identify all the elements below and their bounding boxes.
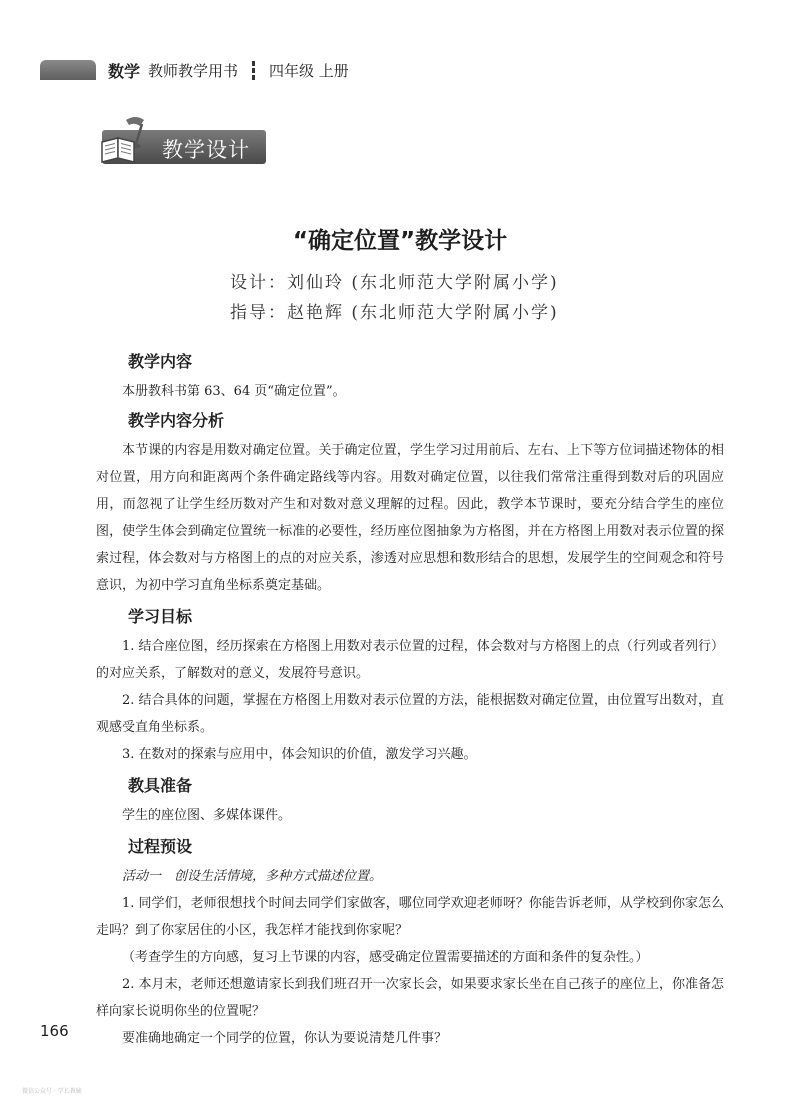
objective-item: 3. 在数对的探索与应用中，体会知识的价值，激发学习兴趣。 [122,747,477,762]
objective-item: 2. 结合具体的问题，掌握在方格图上用数对表示位置的方法，能根据数对确定位置，由位置写出数对，直观感受直角坐标系。 [96,693,724,735]
heading-process: 过程预设 [128,837,193,856]
activity-title: 活动一 创设生活情境，多种方式描述位置。 [122,869,383,884]
header-subject: 数学 [108,61,141,81]
materials-text: 学生的座位图、多媒体课件。 [122,808,292,823]
process-item: 2. 本月末，老师还想邀请家长到我们班召开一次家长会，如果要求家长坐在自己孩子的座位上，你准备怎样向家长说明你坐的位置呢？ [96,977,724,1019]
heading-content-analysis: 教学内容分析 [128,411,225,430]
process-item: 1. 同学们，老师很想找个时间去同学们家做客，哪位同学欢迎老师呀？你能告诉老师，从学校到你家怎么走吗？到了你家居住的小区，我怎样才能找到你家呢？ [96,896,724,938]
watermark: 微信公众号 · 学长教辅 [22,1088,82,1095]
heading-materials: 教具准备 [128,776,193,795]
header-book-title: 教师教学用书 [148,61,239,80]
banner-label: 教学设计 [162,138,250,162]
header-tab-decoration [40,60,96,80]
content-analysis-text: 本节课的内容是用数对确定位置。关于确定位置，学生学习过用前后、左右、上下等方位词描述物体的相对位置，用方向和距离两个条件确定路线等内容。用数对确定位置，以往我们常常注重得到数对后的巩固应用，而忽视了让学生经历数对产生和对数对意义理解的过程。因此，教学本节课时，要充分结合学生的座位图，使学生体会到确定位置统一标准的必要性，经历座位图抽象为方格图，并在方格图上用数对表示位置的探索过程，体会数对与方格图上的点的对应关系，渗透对应思想和数形结合的思想，发展学生的空间观念和符号意识，为初中学习直角坐标系奠定基础。 [96,443,724,593]
running-header [108,58,349,82]
section-banner [96,114,266,164]
lamp-book-icon [96,114,166,166]
objective-item: 1. 结合座位图，经历探索在方格图上用数对表示位置的过程，体会数对与方格图上的点（行列或者列行）的对应关系，了解数对的意义，发展符号意识。 [96,639,724,681]
advisor-line: 指导：赵艳辉 (东北师范大学附属小学) [230,303,559,323]
header-grade: 四年级 上册 [269,61,349,80]
teaching-content-text: 本册教科书第 63、64 页“确定位置”。 [122,384,346,399]
document-title: “确定位置”教学设计 [292,228,508,254]
designer-line: 设计：刘仙玲 (东北师范大学附属小学) [230,273,559,293]
page-number: 166 [40,1022,69,1040]
header-separator [252,61,255,80]
document-body [96,350,724,1052]
process-item: 要准确地确定一个同学的位置，你认为要说清楚几件事？ [122,1031,448,1046]
heading-learning-objectives: 学习目标 [128,607,193,626]
heading-teaching-content: 教学内容 [128,352,193,371]
process-item: （考查学生的方向感，复习上节课的内容，感受确定位置需要描述的方面和条件的复杂性。） [122,950,649,965]
